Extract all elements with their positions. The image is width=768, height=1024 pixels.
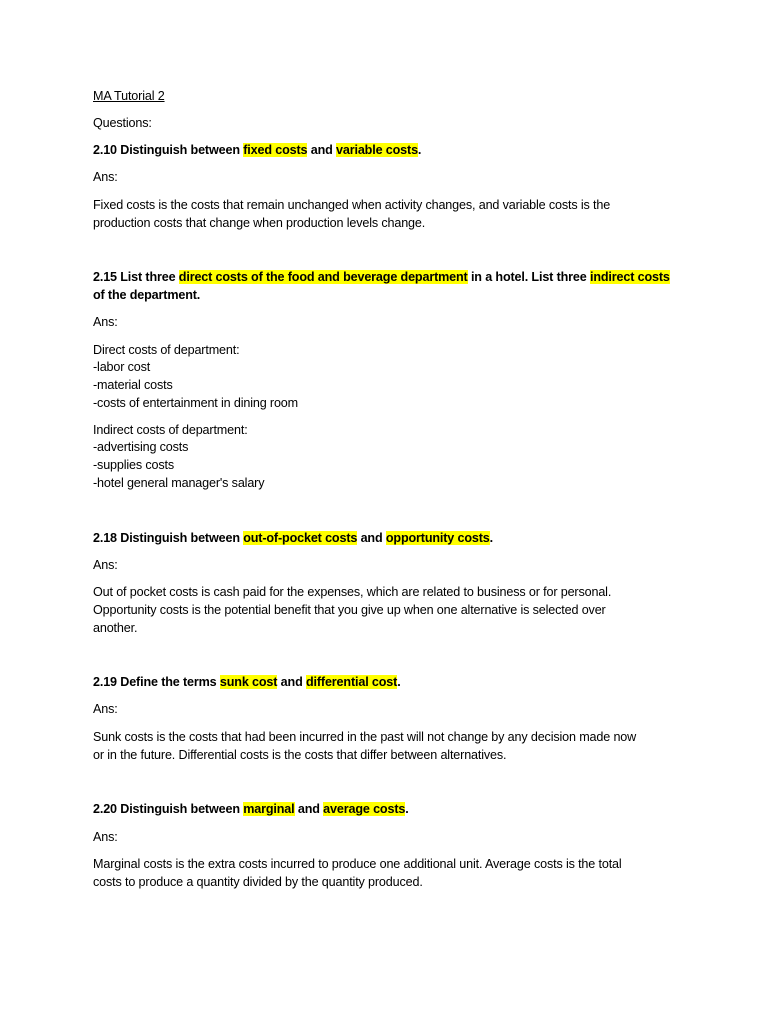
list-item: -supplies costs	[93, 458, 175, 472]
answer-label: Ans:	[93, 170, 118, 184]
list-item: -material costs	[93, 378, 173, 392]
list-item: -hotel general manager's salary	[93, 476, 265, 490]
question-2-15: 2.15 List three direct costs of the food and beverage department in a hotel. List three indirect costs	[93, 270, 670, 284]
indirect-costs-heading: Indirect costs of department:	[93, 423, 248, 437]
list-item: -advertising costs	[93, 440, 189, 454]
highlight-differential-cost: differential cost	[305, 675, 398, 689]
answer-label: Ans:	[93, 702, 118, 716]
highlight-marginal: marginal	[243, 802, 295, 816]
question-2-10: 2.10 Distinguish between fixed costs and variable costs.	[93, 143, 422, 157]
highlight-direct-costs: direct costs of the food and beverage department	[178, 270, 468, 284]
highlight-opportunity-costs: opportunity costs	[385, 531, 490, 545]
question-2-15-line2: of the department.	[93, 288, 201, 302]
answer-line: Marginal costs is the extra costs incurred to produce one additional unit. Average costs is the total	[93, 857, 622, 871]
highlight-out-of-pocket-costs: out-of-pocket costs	[243, 531, 358, 545]
answer-line: Sunk costs is the costs that had been incurred in the past will not change by any decision made now	[93, 730, 637, 744]
answer-label: Ans:	[93, 558, 118, 572]
highlight-indirect-costs: indirect costs	[589, 270, 670, 284]
answer-label: Ans:	[93, 830, 118, 844]
direct-costs-heading: Direct costs of department:	[93, 343, 240, 357]
answer-line: another.	[93, 621, 138, 635]
questions-label: Questions:	[93, 116, 152, 130]
list-item: -costs of entertainment in dining room	[93, 396, 298, 410]
question-2-18: 2.18 Distinguish between out-of-pocket costs and opportunity costs.	[93, 531, 494, 545]
answer-line: Fixed costs is the costs that remain unchanged when activity changes, and variable costs is the	[93, 198, 611, 212]
answer-line: or in the future. Differential costs is the costs that differ between alternatives.	[93, 748, 507, 762]
answer-line: Out of pocket costs is cash paid for the expenses, which are related to business or for personal.	[93, 585, 612, 599]
highlight-variable-costs: variable costs	[336, 143, 418, 157]
answer-line: costs to produce a quantity divided by the quantity produced.	[93, 875, 423, 889]
highlight-average-costs: average costs	[323, 802, 406, 816]
answer-label: Ans:	[93, 315, 118, 329]
answer-line: Opportunity costs is the potential benefit that you give up when one alternative is selected over	[93, 603, 606, 617]
question-2-20: 2.20 Distinguish between marginal and average costs.	[93, 802, 409, 816]
highlight-sunk-cost: sunk cost	[219, 675, 278, 689]
list-item: -labor cost	[93, 360, 151, 374]
highlight-fixed-costs: fixed costs	[243, 143, 308, 157]
document-title: MA Tutorial 2	[93, 89, 165, 103]
question-2-19: 2.19 Define the terms sunk cost and differential cost.	[93, 675, 401, 689]
answer-line: production costs that change when production levels change.	[93, 216, 426, 230]
